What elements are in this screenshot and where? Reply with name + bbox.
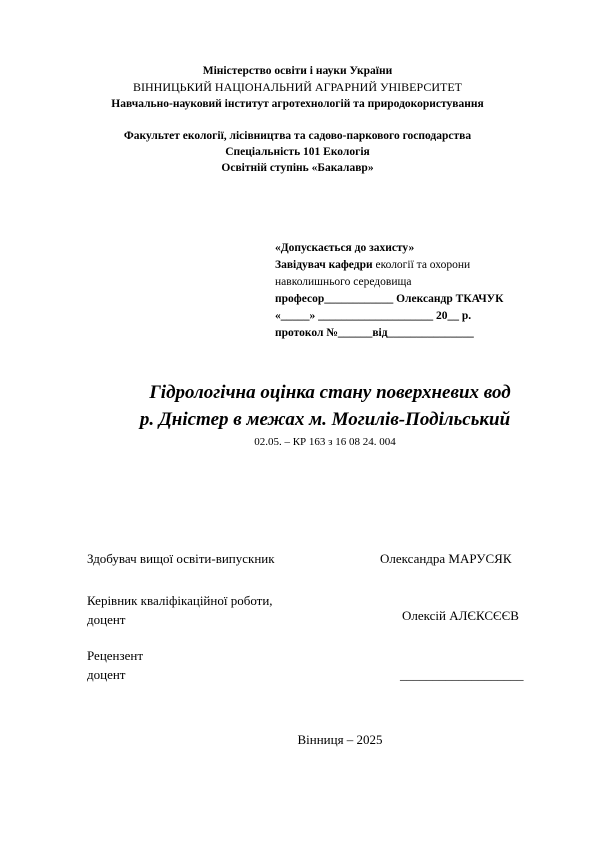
specialty-name: Спеціальність 101 Екологія xyxy=(225,146,370,158)
approval-admitted: «Допускається до захисту» xyxy=(275,242,415,254)
reviewer-signature-line: ___________________ xyxy=(400,667,524,682)
work-title-line1: Гідрологічна оцінка стану поверхневих вод xyxy=(149,382,511,403)
city-year: Вінниця – 2025 xyxy=(297,732,383,747)
supervisor-label-2: доцент xyxy=(87,612,126,627)
faculty-name: Факультет екології, лісівництва та садово-паркового господарства xyxy=(123,130,472,142)
student-name: Олександра МАРУСЯК xyxy=(380,551,512,566)
work-code: 02.05. – КР 163 з 16 08 24. 004 xyxy=(254,436,396,448)
degree-name: Освітній ступінь «Бакалавр» xyxy=(221,162,374,174)
approval-department-1: екології та охорони xyxy=(372,259,471,271)
approval-block xyxy=(275,240,575,342)
supervisor-name: Олексій АЛЄКСЄЄВ xyxy=(402,608,519,623)
ministry-name: Міністерство освіти і науки України xyxy=(202,65,393,77)
approval-head-label: Завідувач кафедри xyxy=(275,259,373,271)
reviewer-label-2: доцент xyxy=(87,667,126,682)
supervisor-label-1: Керівник кваліфікаційної роботи, xyxy=(87,593,273,608)
university-name: ВІННИЦЬКИЙ НАЦІОНАЛЬНИЙ АГРАРНИЙ УНІВЕРСИТЕТ xyxy=(133,80,462,94)
student-label: Здобувач вищої освіти-випускник xyxy=(87,551,275,566)
institute-name: Навчально-науковий інститут агротехнологій та природокористування xyxy=(111,98,484,110)
approval-department-2: навколишнього середовища xyxy=(275,276,412,288)
work-title-line2: р. Дністер в межах м. Могилів-Подільський xyxy=(139,409,511,430)
approval-protocol-line: протокол №______від_______________ xyxy=(275,327,474,339)
approval-professor-line: професор____________ Олександр ТКАЧУК xyxy=(275,293,504,305)
reviewer-label-1: Рецензент xyxy=(87,648,144,663)
approval-head-line xyxy=(275,257,575,274)
approval-date-line: «_____» ____________________ 20__ р. xyxy=(275,310,472,322)
